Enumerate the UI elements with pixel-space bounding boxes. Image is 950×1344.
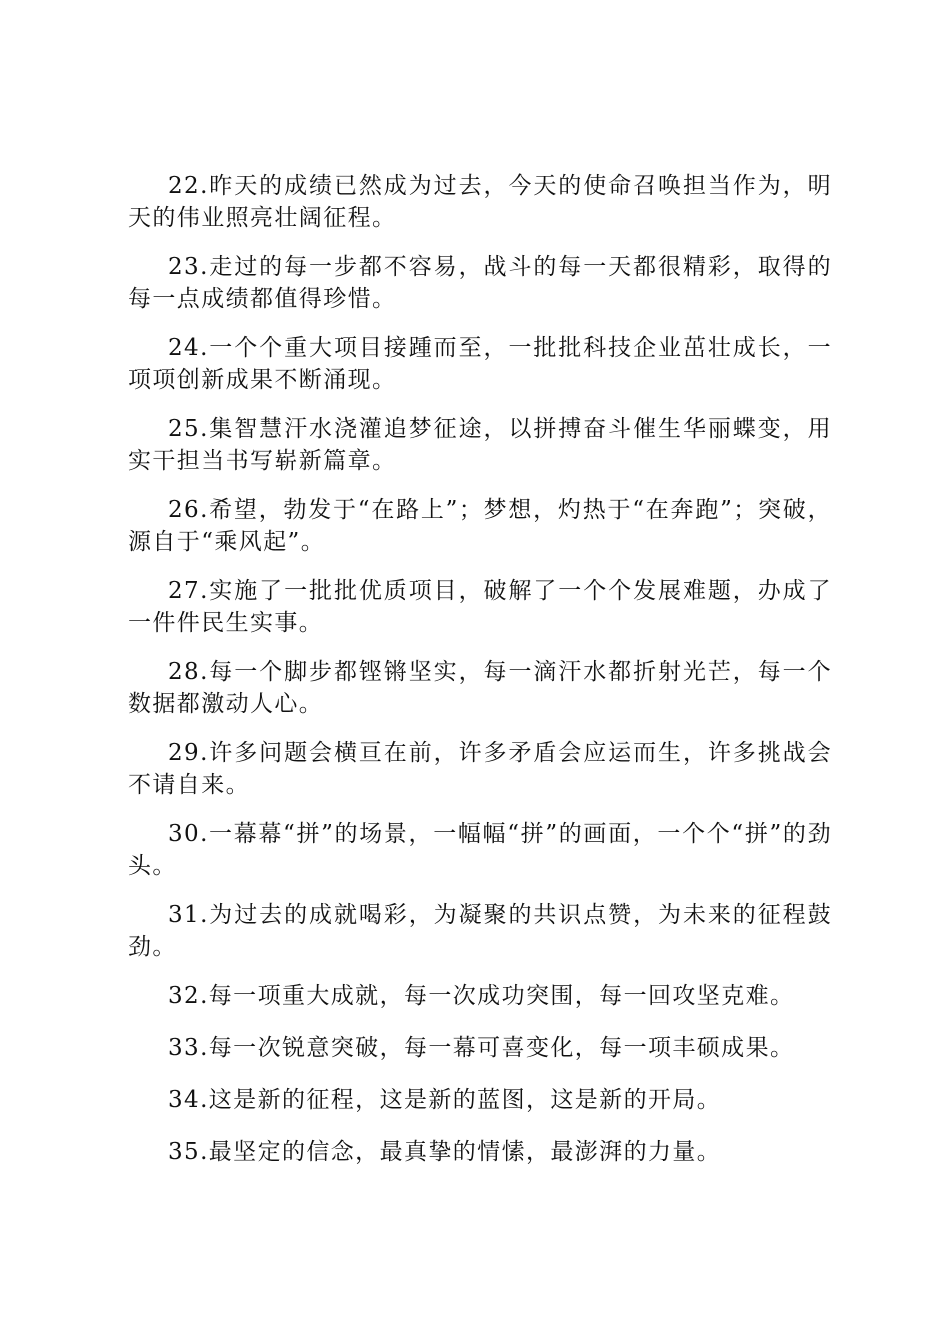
paragraph-29: 29.许多问题会横亘在前，许多矛盾会应运而生，许多挑战会不请自来。	[128, 740, 832, 798]
paragraph-25: 25.集智慧汗水浇灌追梦征途，以拼搏奋斗催生华丽蝶变，用实干担当书写崭新篇章。	[128, 416, 832, 474]
paragraph-23: 23.走过的每一步都不容易，战斗的每一天都很精彩，取得的每一点成绩都值得珍惜。	[128, 254, 832, 312]
paragraph-27: 27.实施了一批批优质项目，破解了一个个发展难题，办成了一件件民生实事。	[128, 578, 832, 636]
paragraph-31: 31.为过去的成就喝彩，为凝聚的共识点赞，为未来的征程鼓劲。	[128, 902, 832, 960]
paragraph-22: 22.昨天的成绩已然成为过去，今天的使命召唤担当作为，明天的伟业照亮壮阔征程。	[128, 173, 832, 231]
paragraph-34: 34.这是新的征程，这是新的蓝图，这是新的开局。	[168, 1087, 722, 1113]
paragraph-28: 28.每一个脚步都铿锵坚实，每一滴汗水都折射光芒，每一个数据都激动人心。	[128, 659, 832, 717]
paragraph-32: 32.每一项重大成就，每一次成功突围，每一回攻坚克难。	[168, 983, 795, 1009]
paragraph-26: 26.希望，勃发于“在路上”；梦想，灼热于“在奔跑”；突破，源自于“乘风起”。	[128, 497, 832, 555]
paragraph-35: 35.最坚定的信念，最真挚的情愫，最澎湃的力量。	[168, 1139, 722, 1165]
document-body	[128, 170, 832, 1188]
paragraph-33: 33.每一次锐意突破，每一幕可喜变化，每一项丰硕成果。	[168, 1035, 795, 1061]
paragraph-30: 30.一幕幕“拼”的场景，一幅幅“拼”的画面，一个个“拼”的劲头。	[128, 821, 832, 879]
paragraph-24: 24.一个个重大项目接踵而至，一批批科技企业茁壮成长，一项项创新成果不断涌现。	[128, 335, 832, 393]
